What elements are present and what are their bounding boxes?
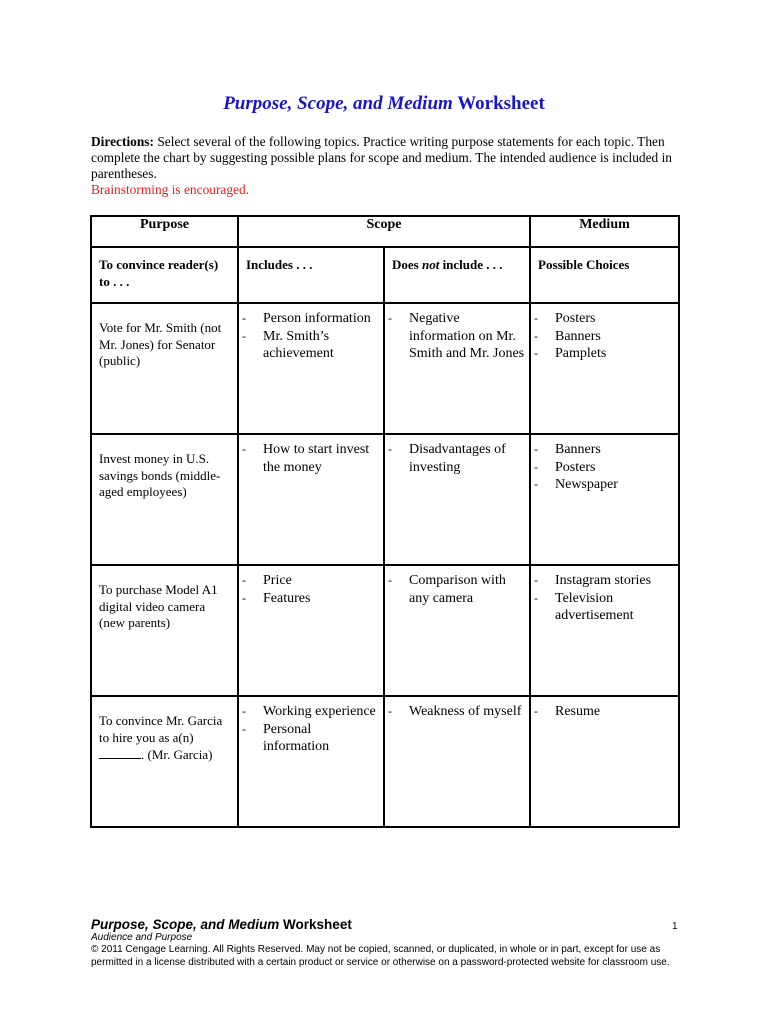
list-item: - Weakness of myself [388, 703, 526, 721]
directions-text: Select several of the following topics. Practice writing purpose statements for each topic. Then complete the chart by suggesting possible plans for scope and medium. The intended audience is included in parentheses. [91, 134, 672, 181]
excludes-list [385, 697, 529, 721]
table-row [91, 565, 679, 696]
list-item: - Negative information on Mr. Smith and Mr. Jones [388, 310, 526, 363]
list-item: - Disadvantages of investing [388, 441, 526, 476]
title-plain: Worksheet [452, 93, 545, 114]
excludes-list [385, 304, 529, 363]
purpose-cell: To convince Mr. Garcia to hire you as a(n) . (Mr. Garcia) [99, 713, 223, 762]
footer [91, 917, 691, 969]
table-row [91, 303, 679, 434]
list-item: - Working experience [242, 703, 380, 721]
subheader-excludes: Does not include . . . [392, 257, 503, 272]
medium-list [531, 435, 678, 494]
excludes-list [385, 566, 529, 607]
header-medium: Medium [530, 216, 679, 247]
header-scope: Scope [238, 216, 530, 247]
worksheet-table [90, 215, 680, 828]
medium-list [531, 566, 678, 625]
medium-list [531, 697, 678, 721]
list-item: - Comparison with any camera [388, 572, 526, 607]
list-item: - Person information [242, 310, 380, 328]
blank-line [99, 746, 141, 759]
footer-subtitle: Audience and Purpose [91, 932, 193, 943]
title-italic: Purpose, Scope, and Medium [223, 93, 453, 114]
subheader-row [91, 247, 679, 303]
list-item: - Resume [534, 703, 675, 721]
list-item: - Posters [534, 459, 675, 477]
list-item: - How to start invest the money [242, 441, 380, 476]
includes-list [239, 566, 383, 607]
list-item: - Television advertisement [534, 590, 675, 625]
list-item: - Newspaper [534, 476, 675, 494]
list-item: - Banners [534, 328, 675, 346]
list-item: - Features [242, 590, 380, 608]
footer-copyright: © 2011 Cengage Learning. All Rights Reserved. May not be copied, scanned, or duplicated, in whole or in part, except for use as permitted in a license distributed with a certain product or service or otherwise on a password-protected website for classroom use. [91, 944, 670, 968]
table-row [91, 696, 679, 827]
includes-list [239, 697, 383, 756]
page-title [0, 93, 768, 115]
subheader-medium: Possible Choices [538, 257, 630, 272]
directions [91, 134, 681, 198]
list-item: - Banners [534, 441, 675, 459]
subheader-purpose: To convince reader(s) to . . . [99, 257, 219, 289]
page-number: 1 [672, 921, 678, 932]
excludes-list [385, 435, 529, 476]
purpose-cell: To purchase Model A1 digital video camera (new parents) [99, 582, 218, 630]
list-item: - Personal information [242, 721, 380, 756]
includes-list [239, 304, 383, 363]
list-item: - Posters [534, 310, 675, 328]
includes-list [239, 435, 383, 476]
list-item: - Price [242, 572, 380, 590]
medium-list [531, 304, 678, 363]
subheader-includes: Includes . . . [246, 257, 313, 272]
purpose-cell: Invest money in U.S. savings bonds (middle-aged employees) [99, 451, 221, 499]
brainstorm-note: Brainstorming is encouraged. [91, 182, 250, 197]
table-row [91, 434, 679, 565]
list-item: - Pamplets [534, 345, 675, 363]
purpose-cell: Vote for Mr. Smith (not Mr. Jones) for Senator (public) [99, 320, 222, 368]
header-row [91, 216, 679, 247]
list-item: - Instagram stories [534, 572, 675, 590]
directions-label: Directions: [91, 134, 154, 149]
list-item: - Mr. Smith’s achievement [242, 328, 380, 363]
footer-title: Purpose, Scope, and Medium Worksheet [91, 917, 352, 932]
header-purpose: Purpose [91, 216, 238, 247]
